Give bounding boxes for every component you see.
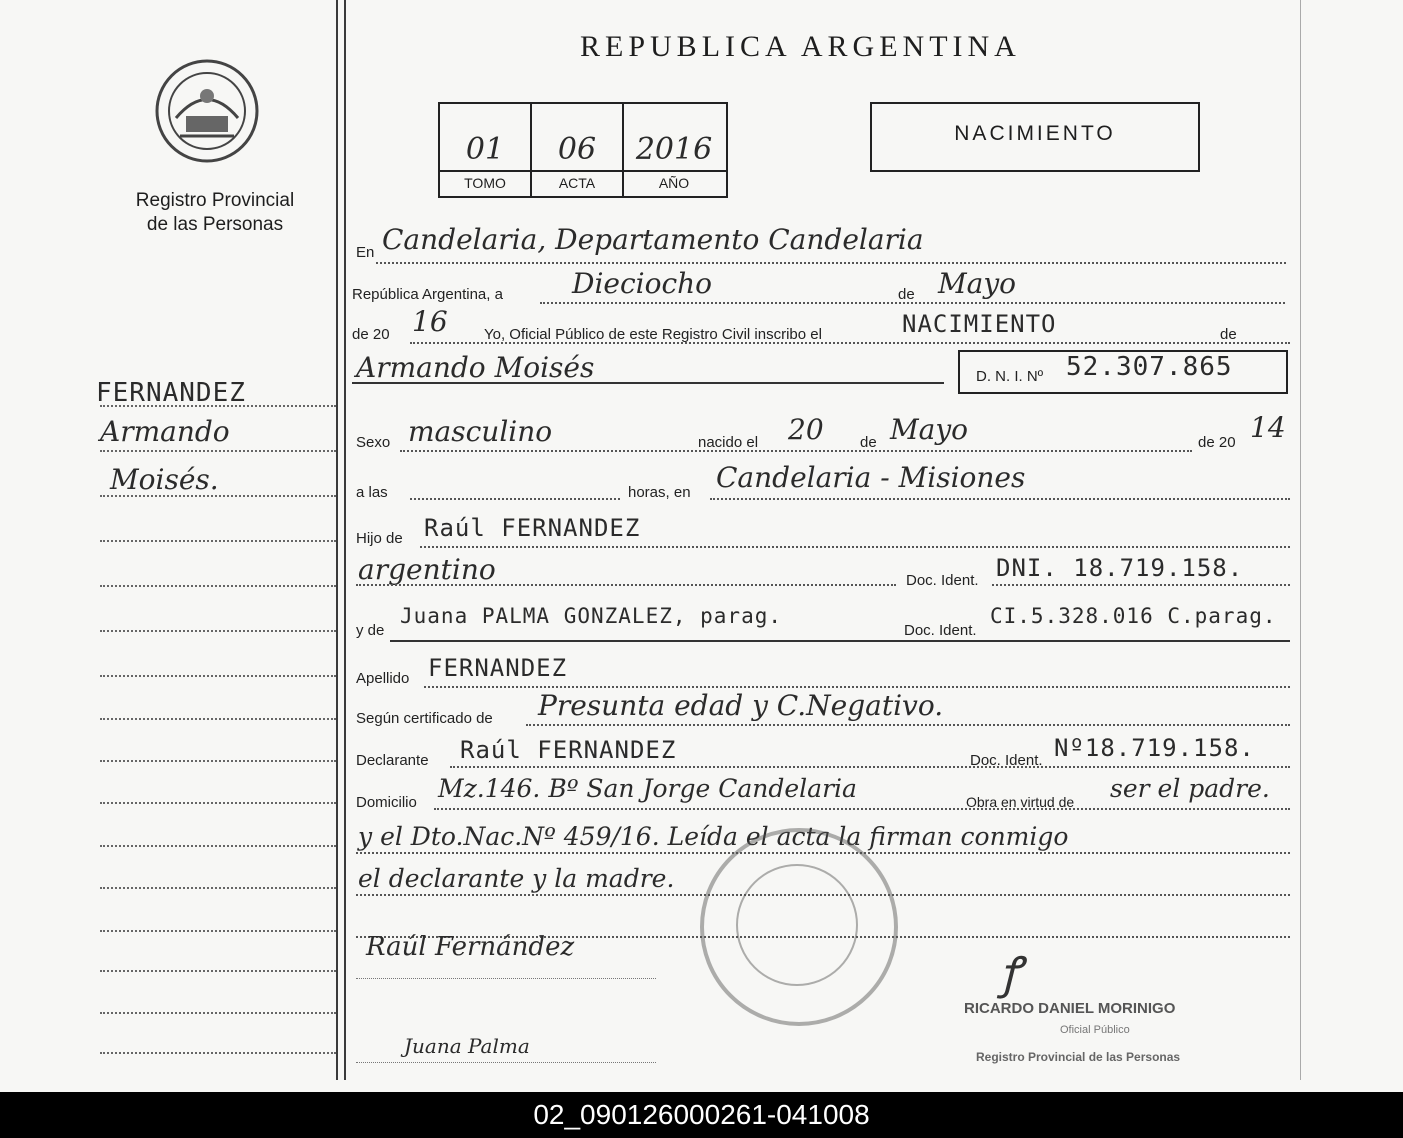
- anio-value: 2016: [635, 132, 713, 167]
- fill-line: [390, 640, 1290, 642]
- margin-line: [100, 930, 336, 932]
- horas-label: horas, en: [628, 484, 691, 501]
- oficial-signature-scribble: ꝭ: [1000, 948, 1021, 999]
- margin-middle-name: Moisés.: [110, 463, 219, 496]
- sexo-value: masculino: [408, 415, 553, 448]
- anio-label: AÑO: [658, 175, 690, 191]
- father-doc-value: DNI. 18.719.158.: [996, 554, 1244, 582]
- fill-line: [356, 584, 896, 586]
- de-label: de: [898, 286, 915, 303]
- oficial-name: RICARDO DANIEL MORINIGO: [964, 1000, 1176, 1017]
- fill-line: [526, 724, 1290, 726]
- hijo-label: Hijo de: [356, 530, 403, 547]
- republica-label: República Argentina, a: [352, 286, 503, 303]
- y-de-label: y de: [356, 622, 385, 639]
- fill-line: [352, 382, 944, 384]
- margin-first-name: Armando: [100, 415, 230, 448]
- declarante-signature: Raúl Fernández: [366, 932, 575, 962]
- birth-year-prefix: de 20: [1198, 434, 1236, 451]
- margin-line: [100, 495, 336, 497]
- tomo-value: 01: [465, 132, 505, 167]
- de-label-3: de: [860, 434, 877, 451]
- acta-value: 06: [557, 132, 597, 167]
- apellido-label: Apellido: [356, 670, 410, 687]
- fill-line: [540, 302, 1285, 304]
- obra-label: Obra en virtud de: [966, 794, 1075, 810]
- mother-value: Juana PALMA GONZALEZ, parag.: [400, 604, 783, 628]
- oficial-title: Oficial Público: [1060, 1024, 1130, 1036]
- apellido-value: FERNANDEZ: [428, 654, 568, 682]
- continuation-line-2: el declarante y la madre.: [358, 864, 675, 893]
- declarante-doc-value: Nº18.719.158.: [1054, 734, 1255, 762]
- tomo-label: TOMO: [464, 175, 506, 191]
- official-stamp-inner: [736, 864, 858, 986]
- madre-signature: Juana Palma: [404, 1034, 530, 1058]
- child-name-value: Armando Moisés: [356, 351, 595, 384]
- acto-value: NACIMIENTO: [902, 310, 1057, 338]
- registry-name-line-2: de las Personas: [146, 214, 284, 235]
- domicilio-value: Mz.146. Bº San Jorge Candelaria: [438, 774, 857, 803]
- dni-label: D. N. I. Nº: [976, 368, 1044, 385]
- fill-line: [410, 342, 1290, 344]
- margin-line: [100, 887, 336, 889]
- record-divider: [438, 170, 726, 172]
- en-label: En: [356, 244, 375, 261]
- fill-line: [424, 686, 1290, 688]
- sexo-label: Sexo: [356, 434, 391, 451]
- main-column-rule: [344, 0, 346, 1080]
- father-nationality-value: argentino: [358, 553, 496, 586]
- domicilio-label: Domicilio: [356, 794, 417, 811]
- fill-line: [420, 546, 1290, 548]
- obra-value: ser el padre.: [1110, 774, 1270, 803]
- nacido-label: nacido el: [698, 434, 759, 451]
- certificado-label: Según certificado de: [356, 710, 493, 727]
- birth-year-suffix: 14: [1250, 411, 1286, 444]
- barcode-footer: 02_090126000261-041008: [0, 1092, 1403, 1138]
- declarante-value: Raúl FERNANDEZ: [460, 736, 677, 764]
- declarante-label: Declarante: [356, 752, 429, 769]
- year-suffix-value: 16: [412, 305, 448, 338]
- margin-line: [100, 450, 336, 452]
- place-value: Candelaria, Departamento Candelaria: [382, 223, 924, 256]
- registry-name-line-1: Registro Provincial: [135, 190, 295, 211]
- margin-line: [100, 760, 336, 762]
- birth-month-value: Mayo: [890, 413, 969, 446]
- margin-line: [100, 970, 336, 972]
- country-heading: REPUBLICA ARGENTINA: [580, 30, 1021, 63]
- signature-line: [356, 1062, 656, 1063]
- provincial-seal-icon: [150, 56, 265, 166]
- fill-line: [992, 584, 1290, 586]
- margin-line: [100, 1052, 336, 1054]
- dni-value: 52.307.865: [1066, 352, 1233, 382]
- certificado-value: Presunta edad y C.Negativo.: [538, 689, 944, 722]
- hour-line: [410, 498, 620, 500]
- margin-line: [100, 675, 336, 677]
- document-type-label: NACIMIENTO: [954, 122, 1116, 145]
- oficial-org: Registro Provincial de las Personas: [976, 1050, 1181, 1064]
- right-edge-rule: [1300, 0, 1301, 1080]
- de-label-2: de: [1220, 326, 1237, 343]
- doc-ident-label: Doc. Ident.: [906, 572, 979, 589]
- year-prefix-label: de 20: [352, 326, 390, 343]
- margin-line: [100, 718, 336, 720]
- doc-ident-label-3: Doc. Ident.: [970, 752, 1043, 769]
- signature-line: [356, 978, 656, 979]
- margin-line: [100, 540, 336, 542]
- margin-line: [100, 585, 336, 587]
- margin-line: [100, 405, 336, 407]
- fill-line: [450, 766, 1290, 768]
- oficial-text: Yo, Oficial Público de este Registro Civil inscribo el: [484, 326, 822, 343]
- fill-line: [710, 498, 1290, 500]
- birth-day-value: 20: [788, 413, 824, 446]
- birth-place-value: Candelaria - Misiones: [716, 461, 1026, 494]
- margin-line: [100, 630, 336, 632]
- margin-surname: FERNANDEZ: [96, 378, 246, 408]
- fill-line: [376, 262, 1286, 264]
- margin-line: [100, 1012, 336, 1014]
- doc-ident-label-2: Doc. Ident.: [904, 622, 977, 639]
- continuation-line-1: y el Dto.Nac.Nº 459/16. Leída el acta la firman conmigo: [358, 822, 1069, 851]
- acta-label: ACTA: [558, 175, 596, 191]
- margin-line: [100, 802, 336, 804]
- a-las-label: a las: [356, 484, 388, 501]
- month-value: Mayo: [938, 267, 1017, 300]
- father-value: Raúl FERNANDEZ: [424, 514, 641, 542]
- mother-doc-value: CI.5.328.016 C.parag.: [990, 604, 1277, 628]
- day-text-value: Dieciocho: [572, 267, 713, 300]
- fill-line: [400, 450, 1192, 452]
- left-column-rule: [336, 0, 338, 1080]
- margin-line: [100, 845, 336, 847]
- fill-line: [434, 808, 1290, 810]
